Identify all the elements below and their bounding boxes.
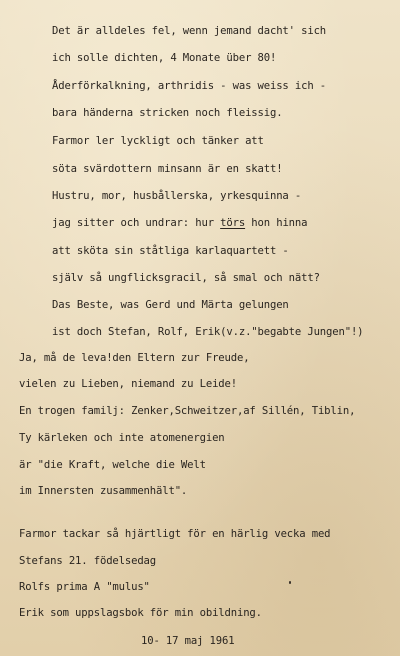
- poem-line-4: bara händerna stricken noch fleissig.: [52, 107, 283, 119]
- closing-line-3: Rolfs prima A "mulus": [19, 581, 150, 593]
- poem-line-16: Ty kärleken och inte atomenergien: [19, 432, 225, 444]
- poem-line-11: Das Beste, was Gerd und Märta gelungen: [52, 299, 289, 311]
- poem-line-13: Ja, må de leva!den Eltern zur Freude,: [19, 352, 250, 364]
- ink-speck: [289, 581, 291, 584]
- poem-line-1: Det är alldeles fel, wenn jemand dacht' sich: [52, 25, 327, 37]
- poem-line-6: söta svärdottern minsann är en skatt!: [52, 163, 283, 175]
- closing-line-1: Farmor tackar så hjärtligt för en härlig vecka med: [19, 528, 331, 540]
- poem-line-14: vielen zu Lieben, niemand zu Leide!: [19, 378, 237, 390]
- letter-date: 10- 17 maj 1961: [141, 635, 235, 647]
- closing-line-4: Erik som uppslagsbok för min obildning.: [19, 607, 262, 619]
- poem-line-8-start: jag sitter och undrar: hur: [52, 217, 221, 229]
- poem-line-15: En trogen familj: Zenker,Schweitzer,af Sillén, Tiblin,: [19, 405, 356, 417]
- poem-line-8: [52, 216, 307, 230]
- poem-line-10: själv så ungflicksgracil, så smal och nätt?: [52, 272, 320, 284]
- poem-line-3: Åderförkalkning, arthridis - was weiss ich -: [52, 80, 327, 92]
- poem-line-12: ist doch Stefan, Rolf, Erik(v.z."begabte Jungen"!): [52, 326, 364, 338]
- closing-line-2: Stefans 21. födelsedag: [19, 555, 157, 567]
- poem-line-5: Farmor ler lyckligt och tänker att: [52, 135, 264, 147]
- poem-line-17: är "die Kraft, welche die Welt: [19, 459, 206, 471]
- poem-line-18: im Innersten zusammenhält".: [19, 485, 188, 497]
- underlined-word: törs: [220, 217, 246, 229]
- poem-line-2: ich solle dichten, 4 Monate über 80!: [52, 52, 277, 64]
- poem-line-7: Hustru, mor, husbållerska, yrkesquinna -: [52, 190, 302, 202]
- poem-line-8-end: hon hinna: [245, 217, 308, 229]
- poem-line-9: att sköta sin ståtliga karlaquartett -: [52, 245, 289, 257]
